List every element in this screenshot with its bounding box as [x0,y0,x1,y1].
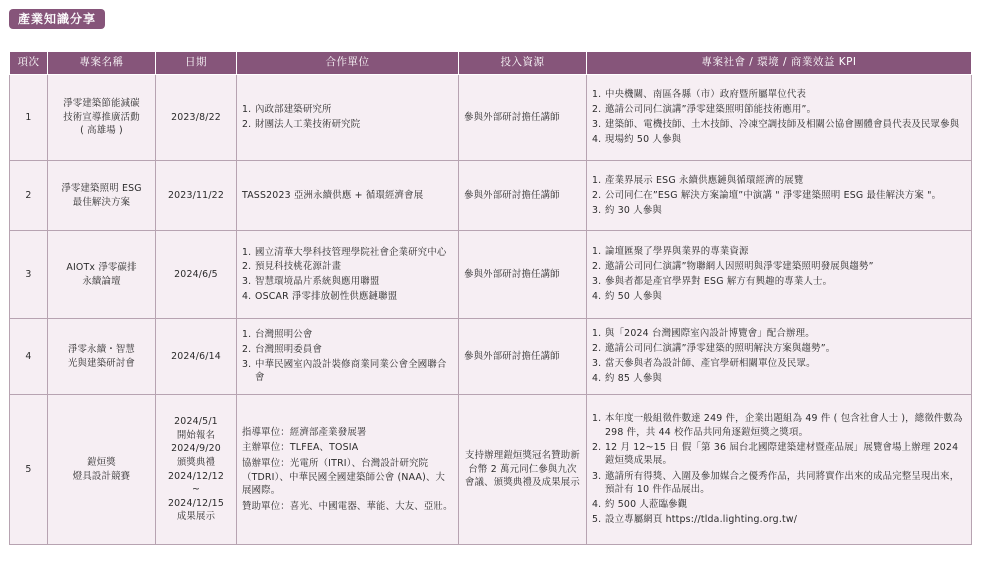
list-text: 參與者都是產官學界對 ESG 解方有興趣的專業人士。 [605,276,833,288]
list-item [592,260,966,274]
cell-date-line: 2024/12/15 [167,497,225,509]
partner-line: TASS2023 亞洲永續供應 + 循環經濟會展 [242,189,424,201]
list-number: 1. [592,246,602,258]
cell-project-name [48,319,156,395]
list-text: 邀請所有得獎、入圍及參加媒合之優秀作品，共同將實作出來的成品完整呈現出來，預計有 10 件作品展出。 [605,470,960,496]
list-item [592,118,966,132]
cell-resources-line: 參與外部研討擔任講師 [464,189,560,201]
list-item [592,103,966,117]
cell-no: 3 [10,231,48,319]
list-text: 論壇匯聚了學界與業界的專業資源 [605,246,749,258]
list-text: 智慧環境晶片系統與應用聯盟 [255,276,380,287]
list-number: 3. [592,276,602,288]
cell-kpi [587,161,972,231]
list-number: 1. [592,89,602,101]
list-item [592,412,966,439]
list-item [592,275,966,289]
list-text: 12 月 12~15 日 假「第 36 屆台北國際建築建材暨產品展」展覽會場上辦理 2024 鎧烜獎成果展。 [605,441,959,467]
list-text: 產業界展示 ESG 永續供應鏈與循環經濟的展覽 [605,174,804,186]
list-number: 3. [592,204,602,216]
partner-line: 指導單位：經濟部產業發展署 [242,426,367,438]
list-number: 2. [242,119,252,130]
cell-resources-line: 參與外部研討擔任講師 [464,268,560,280]
cell-project-name-line: 永續論壇 [82,275,121,287]
cell-partners [237,161,459,231]
list-number: 2. [592,441,602,453]
cell-date [156,319,237,395]
cell-date-line: 2023/8/22 [171,111,221,123]
list-text: 與「2024 台灣國際室內設計博覽會」配合辦理。 [605,328,815,340]
cell-date-line: 頒獎典禮 [176,456,216,468]
list-text: 國立清華大學科技管理學院社會企業研究中心 [255,246,447,258]
partner-line: 協辦單位：光電所（ITRI）、台灣設計研究院（TDRI）、中華民國全國建築師公會 (NAA)、大展國際。 [242,457,446,497]
header-resources: 投入資源 [459,52,587,75]
cell-date-line: 2024/5/1 [174,416,218,428]
list-text: 當天參與者為設計師、產官學研相關單位及民眾。 [605,358,816,370]
section-title-badge: 產業知識分享 [9,9,105,29]
list-text: 本年度一般組徵件數達 249 件，企業出題組為 49 件 ( 包含社會人士 )，總徵件數為 298 件，共 44 校作品共同角逐鎧烜獎之獎項。 [605,413,963,438]
header-no: 項次 [10,52,48,75]
list-item [242,118,453,132]
list-text: 約 30 人參與 [605,204,662,216]
cell-date-line: 2024/9/20 [171,443,221,455]
table-row [10,75,972,161]
list-item [592,513,966,527]
cell-no: 5 [10,395,48,545]
list-item [242,290,453,304]
cell-partners [237,231,459,319]
cell-project-name-line: 鎧烜獎 [87,456,116,468]
cell-project-name-line: 淨零建築照明 ESG [61,182,142,194]
cell-project-name [48,395,156,545]
cell-date [156,75,237,161]
list-number: 1. [242,104,252,116]
cell-project-name [48,231,156,319]
list-item [592,174,966,188]
cell-date-line: ~ [191,484,201,496]
list-text: 邀請公司同仁演講”淨零建築的照明解決方案與趨勢”。 [605,343,836,355]
list-text: 台灣照明委員會 [255,343,323,355]
cell-date-line: 2024/12/12 [167,470,225,482]
cell-resources [459,231,587,319]
cell-resources [459,319,587,395]
list-number: 3. [242,276,252,287]
list-number: 4. [592,499,602,511]
list-number: 2. [592,104,602,116]
header-kpi: 專案社會 / 環境 / 商業效益 KPI [587,52,972,75]
header-partners: 合作單位 [237,52,459,75]
list-item [592,357,966,371]
list-number: 2. [242,343,252,355]
list-text: 台灣照明公會 [255,329,313,341]
cell-resources [459,395,587,545]
cell-partners [237,319,459,395]
list-item [242,103,453,117]
list-item [592,342,966,356]
list-item [592,245,966,259]
list-text: OSCAR 淨零排放韌性供應鏈聯盟 [255,290,398,302]
table-row [10,161,972,231]
list-text: 邀請公司同仁演講”淨零建築照明節能技術應用”。 [605,104,817,116]
list-text: 內政部建築研究所 [255,104,332,116]
list-item [242,328,453,342]
list-number: 3. [592,470,602,482]
cell-project-name-line: ( 高雄場 ) [80,125,123,137]
table-row [10,319,972,395]
cell-date [156,161,237,231]
cell-project-name-line: AIOTx 淨零碳排 [66,261,137,273]
list-number: 1. [242,329,252,341]
list-number: 1. [592,413,602,425]
list-item [242,275,453,289]
cell-resources [459,161,587,231]
cell-date-line: 成果展示 [176,511,216,523]
list-text: 公司同仁在”ESG 解決方案論壇”中演講 " 淨零建築照明 ESG 最佳解決方案 "。 [605,189,942,201]
cell-date-line: 開始報名 [176,429,216,441]
list-number: 2. [592,343,602,355]
cell-project-name-line: 淨零永續・智慧 [67,343,136,355]
cell-project-name-line: 技術宣導推廣活動 [63,111,140,123]
cell-resources [459,75,587,161]
cell-project-name [48,75,156,161]
list-item [242,358,453,385]
list-item [592,470,966,497]
cell-resources-line: 支持辦理鎧烜獎冠名贊 [465,450,561,462]
cell-project-name-line: 淨零建築節能減碳 [63,98,140,110]
cell-resources-line: 助新台幣 2 萬元 [468,450,580,475]
list-text: 預見科技桃花源計畫 [255,261,342,273]
cell-date-line: 2023/11/22 [167,189,225,201]
cell-date [156,231,237,319]
cell-resources-line: 同仁參與九次會議、頒 [465,463,577,489]
list-number: 4. [592,134,602,146]
table-row [10,231,972,319]
list-item [592,133,966,147]
list-number: 4. [592,291,602,303]
table-body [10,75,972,545]
kpi-table [9,51,972,545]
list-item [242,343,453,357]
list-number: 3. [242,358,252,370]
list-item [592,327,966,341]
cell-partners [237,75,459,161]
list-number: 1. [592,174,602,186]
list-item [592,441,966,468]
list-number: 1. [242,246,252,258]
cell-partners [237,395,459,545]
partner-line: 贊助單位：喜光、中國電器、華能、大友、亞壯。 [242,500,453,512]
list-number: 4. [592,373,602,385]
list-text: 現場約 50 人參與 [605,134,682,146]
table-row [10,395,972,545]
cell-date [156,395,237,545]
list-text: 財團法人工業技術研究院 [255,119,361,130]
list-text: 中央機關、南區各縣（市）政府暨所屬單位代表 [605,89,807,101]
list-number: 2. [592,189,602,201]
cell-no: 1 [10,75,48,161]
list-text: 約 50 人參與 [605,291,662,303]
cell-resources-line: 參與外部研討擔任講師 [464,350,560,362]
cell-no: 4 [10,319,48,395]
list-item [592,204,966,218]
list-item [592,498,966,512]
cell-kpi [587,75,972,161]
cell-project-name-line: 光與建築研討會 [67,357,136,369]
list-number: 1. [592,328,602,340]
cell-no: 2 [10,161,48,231]
cell-project-name [48,161,156,231]
list-number: 3. [592,119,602,131]
cell-date-line: 2024/6/14 [171,350,221,362]
cell-project-name-line: 燈具設計競賽 [72,470,131,482]
list-item [242,246,453,260]
table-header-row [10,52,972,75]
list-item [592,290,966,304]
list-item [242,260,453,274]
list-text: 邀請公司同仁演講”物聯網人因照明與淨零建築照明發展與趨勢” [605,261,874,273]
list-number: 4. [242,290,252,302]
header-project-name: 專案名稱 [48,52,156,75]
cell-kpi [587,231,972,319]
list-number: 2. [242,261,252,273]
list-text: 約 500 人蒞臨參觀 [605,499,688,511]
list-item [592,88,966,102]
cell-kpi [587,395,972,545]
list-item [592,189,966,203]
list-number: 2. [592,261,602,273]
cell-kpi [587,319,972,395]
list-text: 建築師、電機技師、土木技師、冷凍空調技師及相關公協會團體會員代表及民眾參與 [605,119,960,131]
cell-project-name-line: 最佳解決方案 [72,196,131,208]
list-number: 3. [592,358,602,370]
list-number: 5. [592,514,602,526]
cell-resources-line: 參與外部研討擔任講師 [464,111,560,123]
list-text: 設立專屬網頁 https://tlda.lighting.org.tw/ [605,514,798,526]
list-text: 中華民國室內設計裝修商業同業公會全國聯合會 [255,358,447,384]
header-date: 日期 [156,52,237,75]
list-item [592,372,966,386]
list-text: 約 85 人參與 [605,373,662,385]
cell-resources-line: 獎典禮及成果展示 [503,477,580,489]
cell-date-line: 2024/6/5 [174,268,218,280]
partner-line: 主辦單位：TLFEA、TOSIA [242,442,359,454]
